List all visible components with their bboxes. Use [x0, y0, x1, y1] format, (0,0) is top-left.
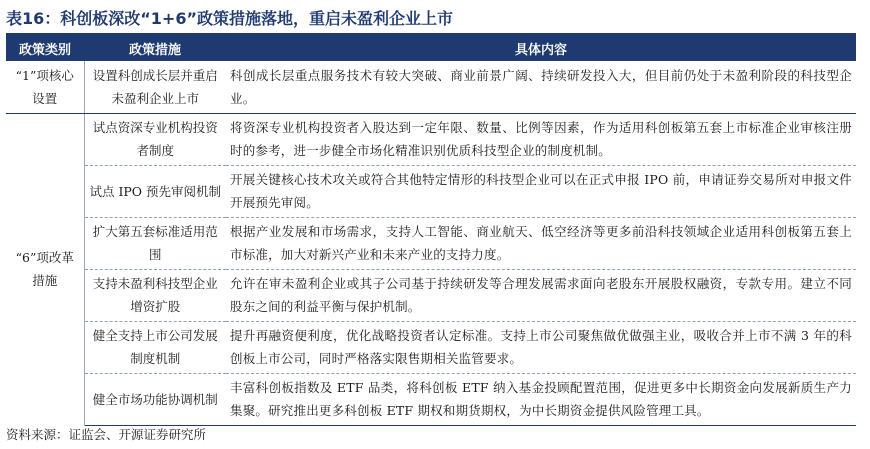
header-measure: 政策措施: [84, 35, 226, 61]
header-category: 政策类别: [6, 35, 84, 61]
measure-cell: 扩大第五套标准适用范围: [84, 217, 226, 269]
content-cell: 将资深专业机构投资者入股达到一定年限、数量、比例等因素，作为适用科创板第五套上市标准企业审核注册时的参考，进一步健全市场化精准识别优质科技型企业的制度机制。: [226, 113, 856, 165]
header-content: 具体内容: [226, 35, 856, 61]
table-row: [6, 165, 856, 217]
measure-cell: 设置科创成长层并重启未盈利企业上市: [84, 61, 226, 113]
table-header-row: [6, 35, 856, 61]
measure-cell: 试点 IPO 预先审阅机制: [84, 165, 226, 217]
content-cell: 开展关键核心技术攻关或符合其他特定情形的科技型企业可以在正式申报 IPO 前，申请证券交易所对申报文件开展预先审阅。: [226, 165, 856, 217]
table-row: [6, 321, 856, 373]
content-cell: 允许在审未盈利企业或其子公司基于持续研发等合理发展需求面向老股东开展股权融资，专款专用。建立不同股东之间的利益平衡与保护机制。: [226, 269, 856, 321]
content-cell: 丰富科创板指数及 ETF 品类，将科创板 ETF 纳入基金投顾配置范围，促进更多中长期资金向发展新质生产力集聚。研究推出更多科创板 ETF 期权和期货期权，为中长期资金提供风险管理工具。: [226, 373, 856, 425]
measure-cell: 健全市场功能协调机制: [84, 373, 226, 425]
measure-cell: 试点资深专业机构投资者制度: [84, 113, 226, 165]
measure-cell: 健全支持上市公司发展制度机制: [84, 321, 226, 373]
policy-table: [6, 35, 856, 426]
table-row: [6, 113, 856, 165]
category-cell: “1”项核心设置: [6, 61, 84, 113]
category-cell: “6”项改革措施: [6, 113, 84, 425]
table-row: [6, 217, 856, 269]
content-cell: 根据产业发展和市场需求，支持人工智能、商业航天、低空经济等更多前沿科技领域企业适用科创板第五套上市标准，加大对新兴产业和未来产业的支持力度。: [226, 217, 856, 269]
content-cell: 科创成长层重点服务技术有较大突破、商业前景广阔、持续研发投入大，但目前仍处于未盈利阶段的科技型企业。: [226, 61, 856, 113]
source-note: 资料来源：证监会、开源证券研究所: [6, 427, 207, 442]
table-row: [6, 373, 856, 425]
table-row: [6, 61, 856, 113]
measure-cell: 支持未盈利科技型企业增资扩股: [84, 269, 226, 321]
table-row: [6, 269, 856, 321]
content-cell: 提升再融资便利度，优化战略投资者认定标准。支持上市公司聚焦做优做强主业，吸收合并上市不满 3 年的科创板上市公司，同时严格落实限售期相关监管要求。: [226, 321, 856, 373]
table-title: 表16：科创板深改“1+6”政策措施落地，重启未盈利企业上市: [6, 9, 453, 28]
